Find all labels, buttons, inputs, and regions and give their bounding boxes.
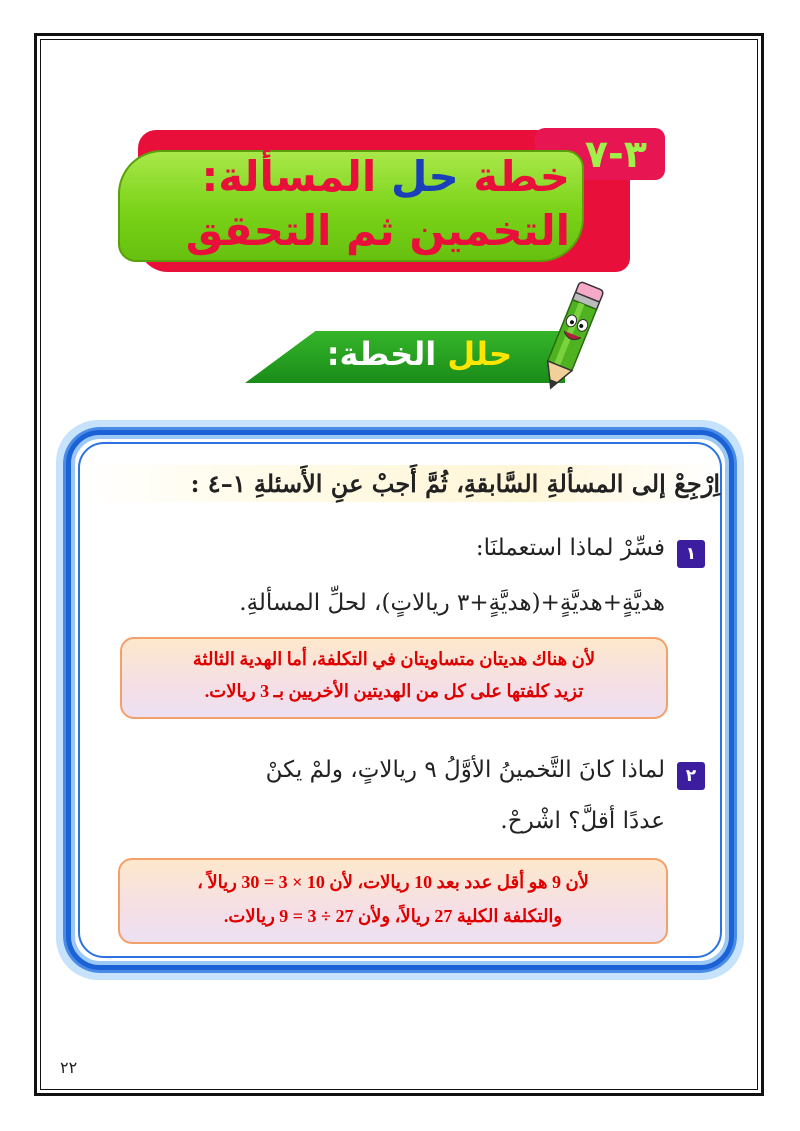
question-2-line-1: لماذا كانَ التَّخمينُ الأوَّلُ ٩ ريالاتٍ، ولمْ يكنْ <box>265 757 665 783</box>
question-2-answer-box <box>118 858 668 944</box>
question-1-badge: ١ <box>677 540 705 568</box>
question-2-answer-line-2: والتكلفة الكلية 27 ريالاً، ولأن 27 ÷ 3 = 9 ريالات. <box>223 906 563 926</box>
question-2-badge: ٢ <box>677 762 705 790</box>
title-line-2: التخمين ثم التحقق <box>185 206 570 255</box>
title-line-1: خطة حل المسألة: <box>201 152 570 201</box>
lesson-number: ٣-٧ <box>584 132 647 176</box>
question-1-answer-line-1: لأن هناك هديتان متساويتان في التكلفة، أما الهدية الثالثة <box>192 649 596 669</box>
question-2-line-2: عددًا أقلَّ؟ اشْرحْ. <box>500 808 665 834</box>
instructions: اِرْجِعْ إلى المسألةِ السَّابقةِ، ثُمَّ أَجبْ عنِ الأَسئلةِ ١–٤ : <box>80 465 720 502</box>
question-2-answer-line-1: لأن 9 هو أقل عدد بعد 10 ريالات، لأن 10 × 3 = 30 ريالاً ، <box>197 872 589 892</box>
plan-banner-label: حلل الخطة: <box>326 335 512 373</box>
question-1-answer-line-2: تزيد كلفتها على كل من الهديتين الأخريين بـ 3 ريالات. <box>204 681 584 701</box>
question-1-answer-box <box>120 637 668 719</box>
pencil-mascot-icon <box>532 278 610 398</box>
page-number: ٢٢ <box>60 1058 78 1077</box>
question-1-line-1: فسِّرْ لماذا استعملنَا: <box>475 535 665 561</box>
question-1-line-2: هديَّةٍ+هديَّةٍ+(هديَّةٍ+٣ ريالاتٍ)، لحلِّ المسألةِ. <box>239 590 665 616</box>
